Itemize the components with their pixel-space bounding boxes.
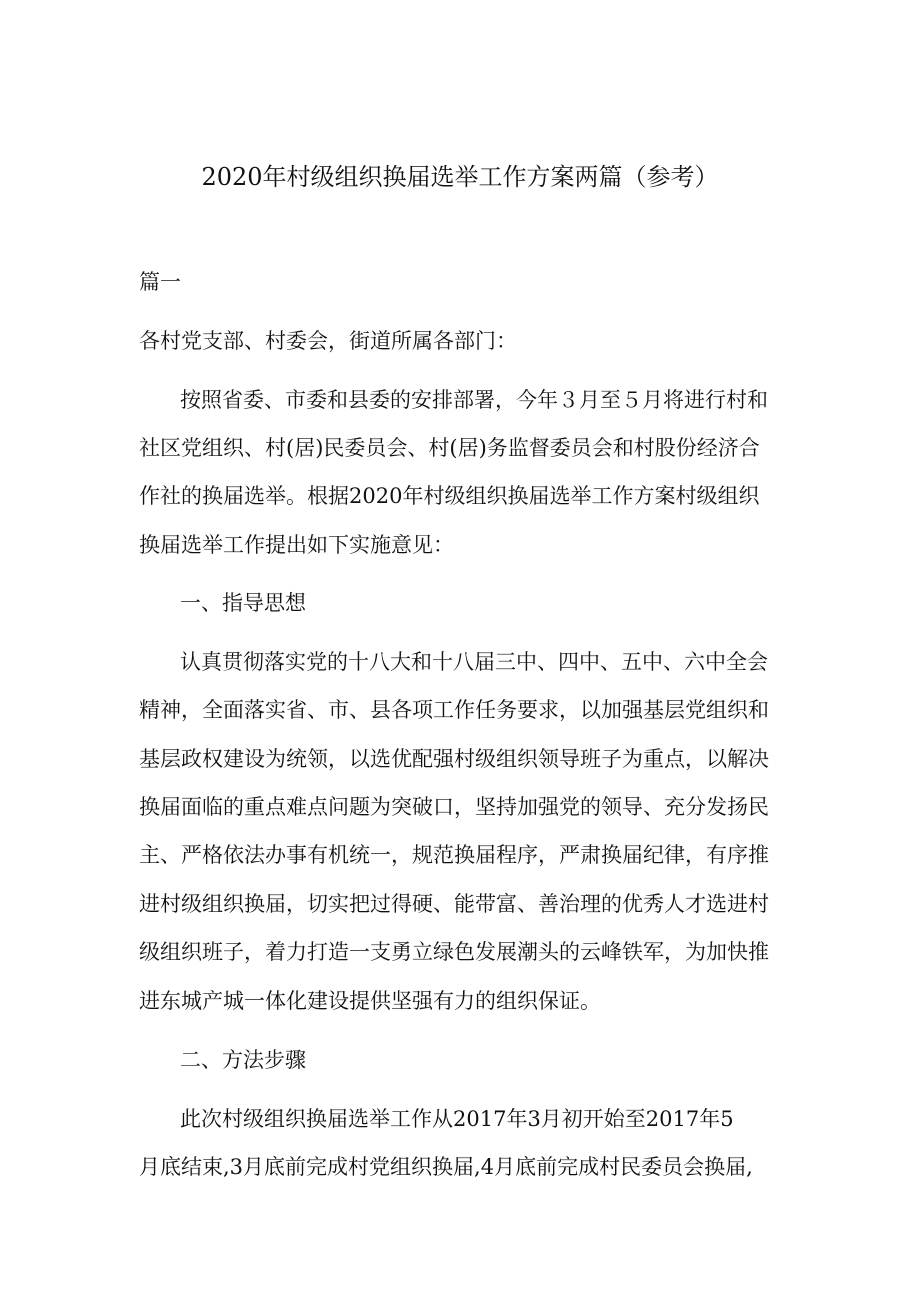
section-heading: 二、方法步骤: [180, 1048, 306, 1072]
paragraph-line: 此次村级组织换届选举工作从2017年3月初开始至2017年5: [180, 1107, 734, 1131]
salutation: 各村党支部、村委会，街道所属各部门：: [139, 329, 517, 353]
paragraph-line: 月底结束,3月底前完成村党组织换届,4月底前完成村民委员会换届,: [139, 1155, 753, 1179]
paragraph-line: 级组织班子，着力打造一支勇立绿色发展潮头的云峰铁军，为加快推: [139, 940, 769, 964]
paragraph-line: 换届面临的重点难点问题为突破口，坚持加强党的领导、充分发扬民: [139, 795, 769, 819]
section-label: 篇一: [139, 270, 181, 294]
paragraph-line: 作社的换届选举。根据2020年村级组织换届选举工作方案村级组织: [139, 484, 760, 508]
paragraph-line: 按照省委、市委和县委的安排部署，今年３月至５月将进行村和: [180, 388, 768, 412]
paragraph-line: 换届选举工作提出如下实施意见：: [139, 533, 454, 557]
section-heading: 一、指导思想: [180, 591, 306, 615]
paragraph-line: 主、严格依法办事有机统一，规范换届程序，严肃换届纪律，有序推: [139, 843, 769, 867]
paragraph-line: 基层政权建设为统领，以选优配强村级组织领导班子为重点，以解决: [139, 747, 769, 771]
paragraph-line: 进东城产城一体化建设提供坚强有力的组织保证。: [139, 989, 601, 1013]
paragraph-line: 精神，全面落实省、市、县各项工作任务要求，以加强基层党组织和: [139, 698, 769, 722]
paragraph-line: 进村级组织换届，切实把过得硬、能带富、善治理的优秀人才选进村: [139, 892, 769, 916]
paragraph-line: 社区党组织、村(居)民委员会、村(居)务监督委员会和村股份经济合: [139, 436, 760, 460]
paragraph-line: 认真贯彻落实党的十八大和十八届三中、四中、五中、六中全会: [180, 650, 768, 674]
document-title: 2020年村级组织换届选举工作方案两篇（参考）: [201, 163, 719, 191]
